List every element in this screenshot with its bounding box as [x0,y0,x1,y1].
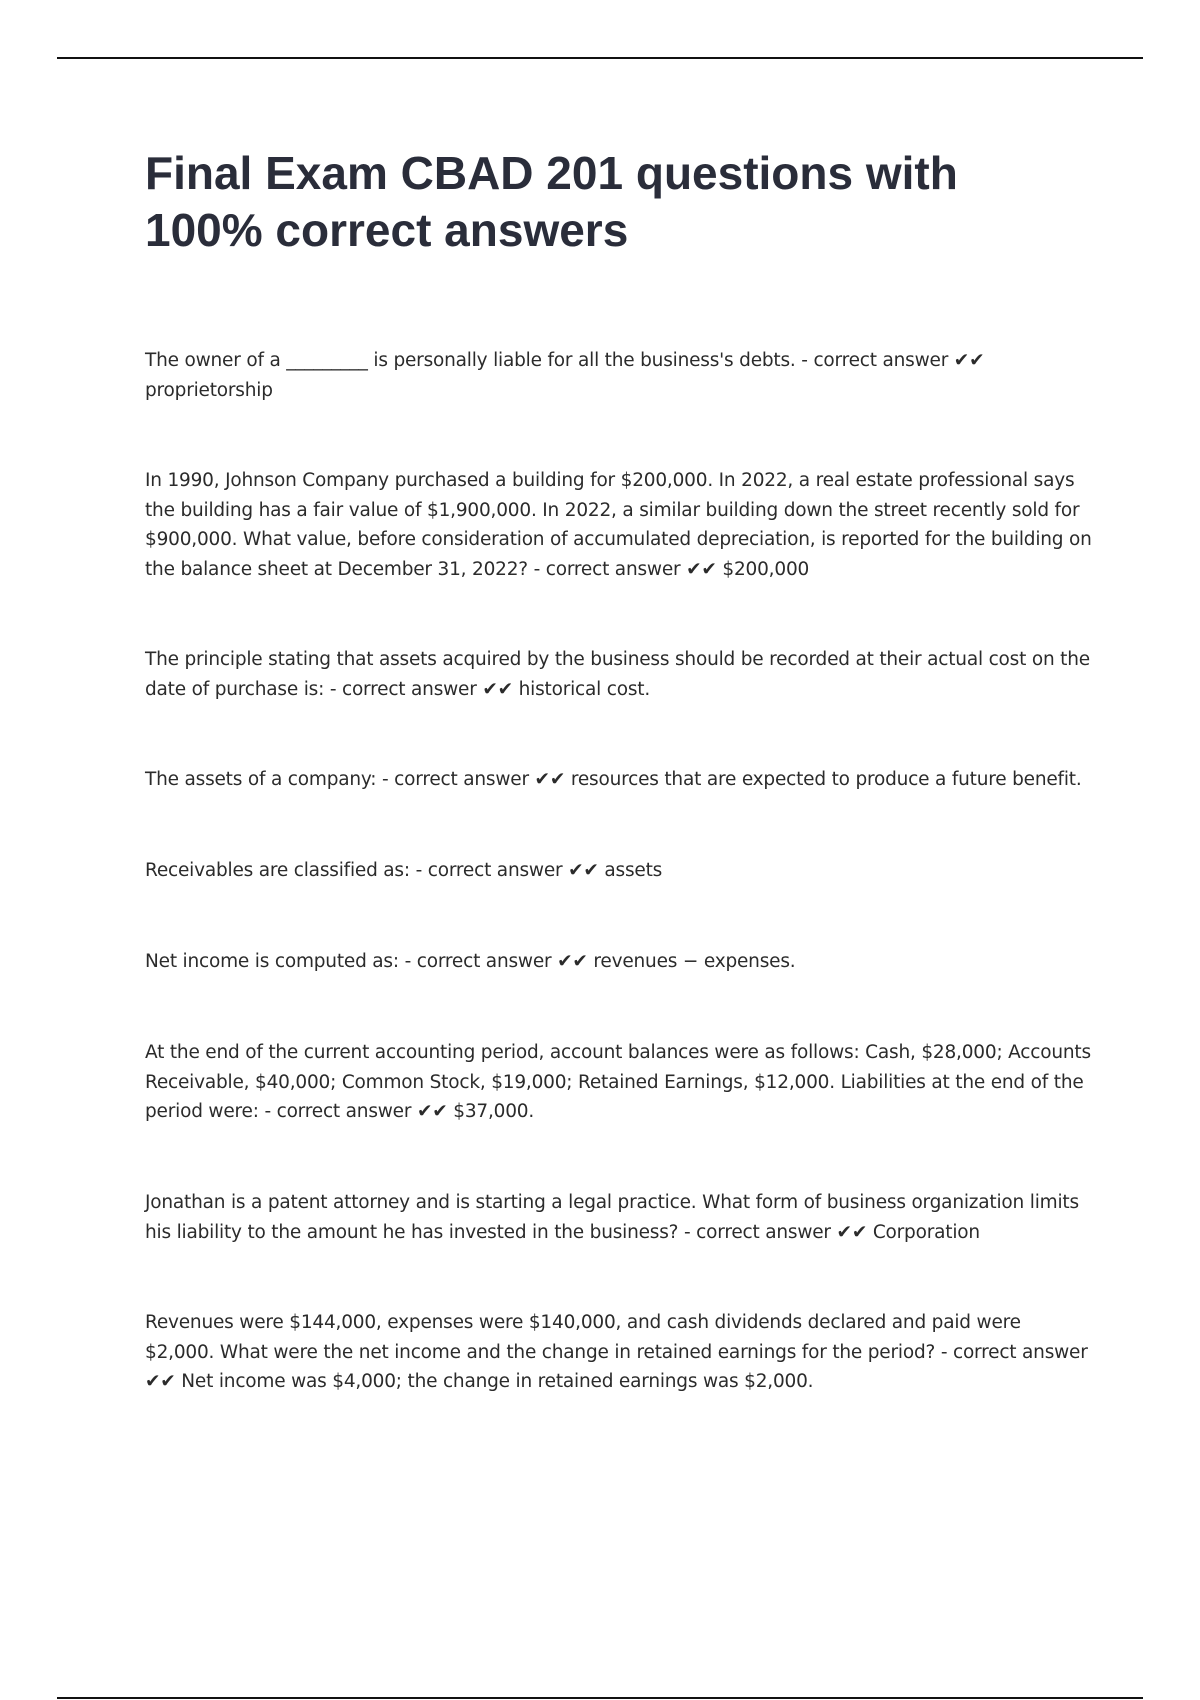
answer-marker: - correct answer ✔✔ [264,1101,448,1122]
top-rule [57,57,1143,59]
answer-text: revenues − expenses. [593,951,796,972]
question-text: At the end of the current accounting period, account balances were as follows: Cash, $28,000; Accounts Receivable, $40,000; Common Stock, $19,000; Retained Earnings, $12,000. Liabilities at the end of the period were: [145,1042,1091,1122]
answer-marker: - correct answer ✔✔ [404,951,588,972]
question-text: Jonathan is a patent attorney and is starting a legal practice. What form of business organization limits his liability to the amount he has invested in the business? [145,1192,1079,1243]
qa-item [145,947,1095,977]
answer-text: Corporation [872,1221,980,1243]
qa-item [145,765,1095,795]
document-title: Final Exam CBAD 201 questions with 100% correct answers [145,147,958,256]
qa-item [145,1308,1095,1397]
qa-item [145,1038,1095,1127]
question-text: Net income is computed as: [145,951,399,972]
qa-item [145,346,1095,405]
bottom-rule [57,1697,1143,1699]
answer-text: $200,000 [722,558,810,580]
answer-marker: - correct answer ✔✔ [533,558,717,580]
question-text: Revenues were $144,000, expenses were $140,000, and cash dividends declared and paid were $2,000. What were the net income and the change in retained earnings for the period? [145,1312,1021,1363]
answer-text: assets [604,860,663,881]
question-text: The assets of a company: [145,769,377,790]
qa-item [145,856,1095,886]
answer-marker: - correct answer ✔✔ [684,1221,868,1243]
answer-marker: - correct answer ✔✔ [329,678,513,700]
answer-marker: - correct answer ✔✔ [382,769,566,790]
answer-marker: - correct answer ✔✔ [801,350,985,371]
qa-item [145,466,1095,584]
answer-text: resources that are expected to produce a future benefit. [570,769,1082,790]
answer-text: historical cost. [518,678,651,700]
answer-text: proprietorship [145,379,273,401]
question-text: Receivables are classified as: [145,860,410,881]
question-text: The principle stating that assets acquired by the business should be recorded at their actual cost on the date of purchase is: [145,649,1090,700]
answer-marker: - correct answer ✔✔ [415,860,599,881]
answer-marker: - correct answer ✔✔ [145,1341,1088,1392]
question-text: The owner of a _________ is personally liable for all the business's debts. [145,350,796,371]
answer-text: $37,000. [453,1101,535,1122]
qa-item [145,645,1095,704]
answer-text: Net income was $4,000; the change in retained earnings was $2,000. [181,1371,814,1392]
question-text: In 1990, Johnson Company purchased a building for $200,000. In 2022, a real estate professional says the building has a fair value of $1,900,000. In 2022, a similar building down the street recently sold for $900,000. What value, before consideration of accumulated depreciation, is reported for the building on the balance sheet at December 31, 2022? [145,470,1092,580]
qa-item [145,1188,1095,1247]
